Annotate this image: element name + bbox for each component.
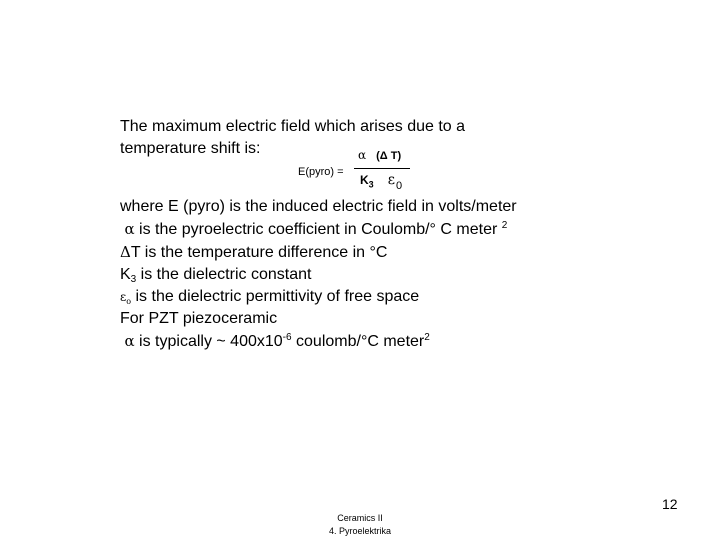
page-number: 12 (662, 496, 678, 512)
k-letter: K (360, 173, 369, 187)
k3-term (360, 173, 374, 190)
footer-course: Ceramics II (337, 513, 383, 523)
definition-line-6: For PZT piezoceramic (120, 310, 278, 327)
alpha-definition: is the pyroelectric coefficient in Coulomb/° C meter (134, 221, 502, 238)
epsilon-symbol (120, 290, 131, 304)
alpha-symbol: α (124, 332, 135, 350)
definitions-block (120, 196, 517, 353)
slide-footer (290, 512, 430, 538)
typical-value-text: is typically ~ 400x10 (134, 333, 283, 350)
definition-line-1: where E (pyro) is the induced electric field in volts/meter (120, 198, 517, 215)
epsilon-subscript: o (126, 297, 132, 306)
k-letter: K (120, 266, 131, 283)
superscript: 2 (501, 220, 508, 231)
alpha-symbol: α (358, 148, 367, 162)
definition-line-4 (120, 264, 517, 286)
epsilon-letter: ε (120, 290, 127, 304)
k3-definition: is the dielectric constant (136, 266, 312, 283)
definition-line-7 (120, 330, 517, 353)
definition-line-5 (120, 286, 517, 308)
epsilon-subscript: 0 (395, 180, 403, 192)
unit-text: coulomb/°C meter (291, 333, 425, 350)
unit-exponent: 2 (424, 332, 430, 343)
alpha-symbol: α (124, 220, 135, 238)
pyro-field-equation (296, 146, 426, 196)
footer-topic: 4. Pyroelektrika (328, 526, 392, 536)
intro-line-2: temperature shift is: (120, 140, 261, 157)
equation-numerator (358, 148, 401, 162)
intro-line-1: The maximum electric field which arises due to a (120, 118, 466, 135)
k-subscript: 3 (368, 179, 374, 190)
fraction-bar (354, 168, 410, 169)
delta-symbol: Δ (120, 243, 131, 261)
exponent: -6 (282, 332, 292, 343)
equation-denominator (360, 172, 403, 192)
delta-t-definition: T is the temperature difference in °C (130, 244, 388, 261)
definition-line-3 (120, 241, 517, 264)
delta-t-term: (Δ T) (376, 150, 402, 162)
epsilon-definition: is the dielectric permittivity of free space (131, 288, 420, 305)
definition-line-2 (120, 218, 517, 241)
k-subscript: 3 (130, 274, 137, 285)
epsilon-symbol: ε (387, 172, 395, 188)
equation-lhs: E(pyro) = (298, 166, 344, 178)
